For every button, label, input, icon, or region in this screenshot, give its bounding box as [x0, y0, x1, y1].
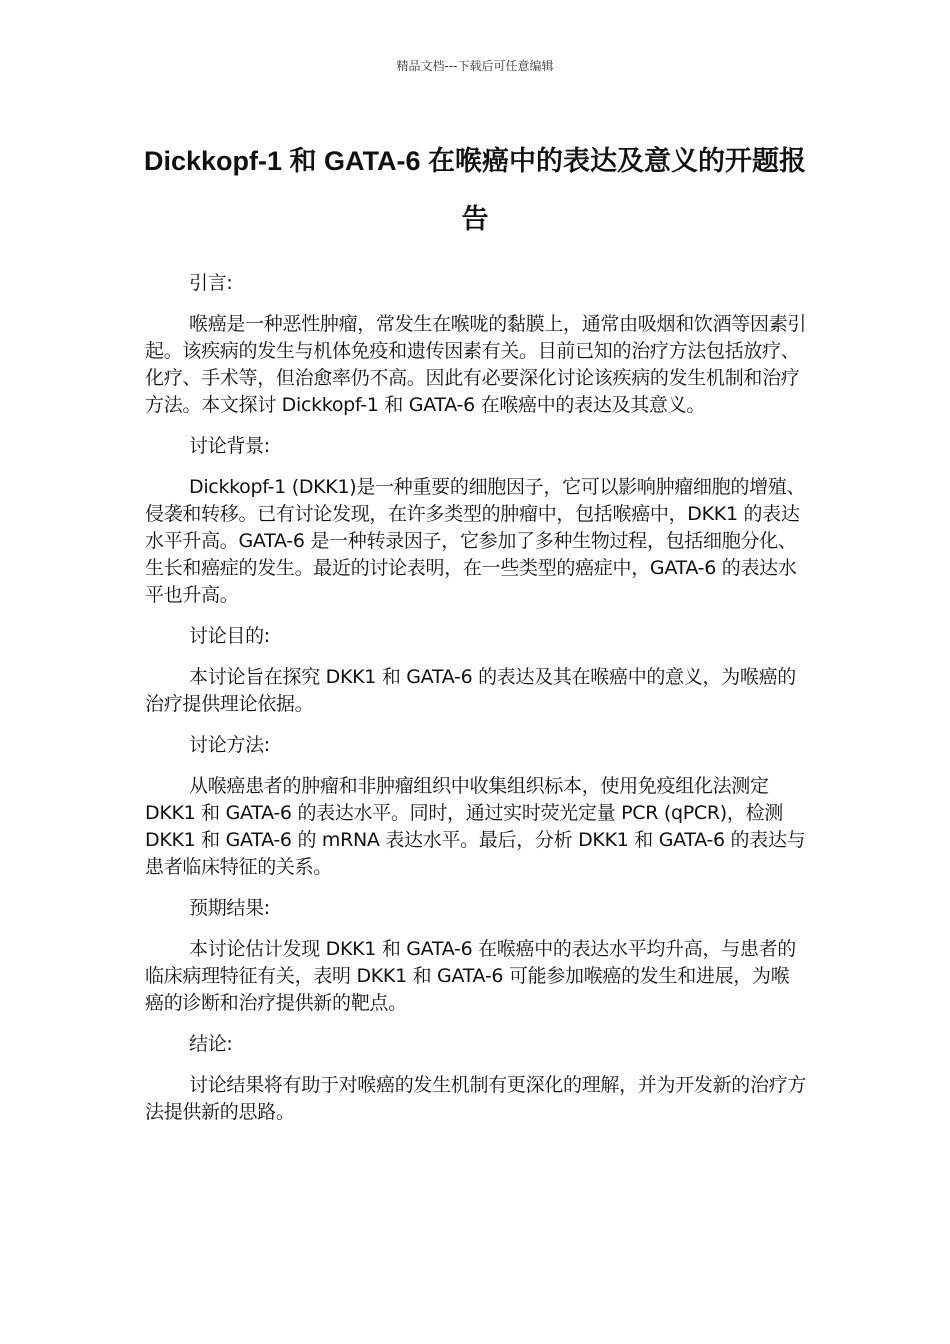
section-body-introduction: 喉癌是一种恶性肿瘤，常发生在喉咙的黏膜上，通常由吸烟和饮酒等因素引起。该疾病的发生与机体免疫和遗传因素有关。目前已知的治疗方法包括放疗、化疗、手术等，但治愈率仍不高。因此有必要深化讨论该疾病的发生机制和治疗方法。本文探讨 Dickkopf-1 和 GATA-6 在喉癌中的表达及其意义。 — [145, 313, 807, 416]
section-body-background: Dickkopf-1 (DKK1)是一种重要的细胞因子，它可以影响肿瘤细胞的增殖、侵袭和转移。已有讨论发现，在许多类型的肿瘤中，包括喉癌中，DKK1 的表达水平升高。GATA-6 是一种转录因子，它参加了多种生物过程，包括细胞分化、生长和癌症的发生。最近的讨论表明，在一些类型的癌症中，GATA-6 的表达水平也升高。 — [145, 476, 806, 606]
document-title: Dickkopf-1 和 GATA-6 在喉癌中的表达及意义的开题报告 — [143, 146, 807, 234]
page-header: 精品文档---下载后可任意编辑 — [396, 59, 554, 73]
document-body — [145, 270, 808, 1140]
section-heading-introduction: 引言: — [189, 272, 233, 294]
section-heading-methods: 讨论方法: — [189, 734, 270, 756]
section-heading-background: 讨论背景: — [189, 435, 270, 457]
section-body-expected-results: 本讨论估计发现 DKK1 和 GATA-6 在喉癌中的表达水平均升高，与患者的临床病理特征有关，表明 DKK1 和 GATA-6 可能参加喉癌的发生和进展，为喉癌的诊断和治疗提供新的靶点。 — [145, 938, 796, 1014]
section-heading-objective: 讨论目的: — [189, 625, 270, 647]
section-body-methods: 从喉癌患者的肿瘤和非肿瘤组织中收集组织标本，使用免疫组化法测定 DKK1 和 GATA-6 的表达水平。同时，通过实时荧光定量 PCR (qPCR)，检测 DKK1 和 GATA-6 的 mRNA 表达水平。最后，分析 DKK1 和 GATA-6 的表达与患者临床特征的关系。 — [145, 775, 806, 878]
section-heading-expected-results: 预期结果: — [189, 897, 270, 919]
section-body-conclusion: 讨论结果将有助于对喉癌的发生机制有更深化的理解，并为开发新的治疗方法提供新的思路。 — [145, 1074, 807, 1123]
section-heading-conclusion: 结论: — [189, 1033, 233, 1055]
section-body-objective: 本讨论旨在探究 DKK1 和 GATA-6 的表达及其在喉癌中的意义，为喉癌的治疗提供理论依据。 — [145, 666, 796, 715]
